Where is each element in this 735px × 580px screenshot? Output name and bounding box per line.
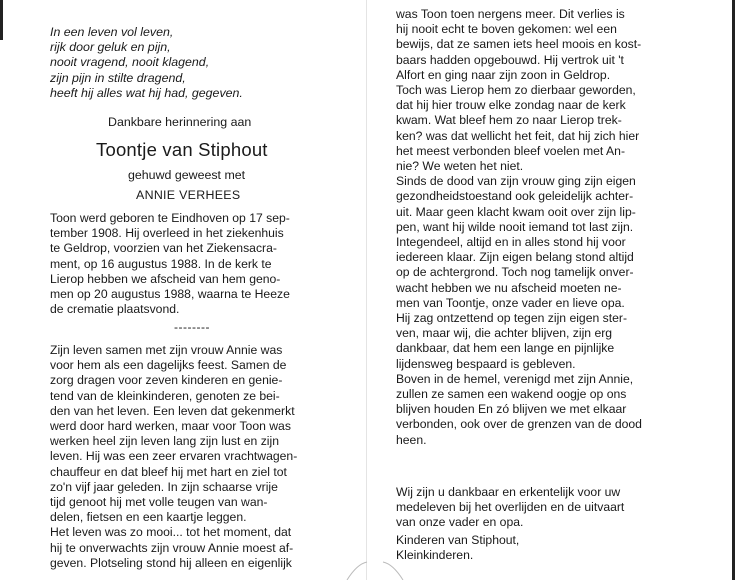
intro-text: Dankbare herinnering aan <box>108 115 252 129</box>
text-line: iedereen klaar. Zijn eigen belang stond altijd <box>396 250 634 265</box>
paragraph-continuation <box>396 7 726 448</box>
text-line: chauffeur en dat bleef hij met hart en ziel tot <box>50 464 287 479</box>
text-line: geven. Plotseling stond hij alleen en eigenlijk <box>50 555 292 570</box>
poem-line: In een leven vol leven, <box>50 25 174 39</box>
poem-line: heeft hij alles wat hij had, gegeven. <box>50 85 243 100</box>
text-line: men van Toontje, onze vader en lieve opa. <box>396 295 625 310</box>
paragraph-life <box>50 343 360 571</box>
card-fold-line <box>366 0 367 580</box>
text-line: Lierop hebben we afscheid van hem geno- <box>50 271 281 286</box>
text-line: heen. <box>396 432 427 447</box>
text-line: de crematie plaatsvond. <box>50 302 180 317</box>
text-line: gezondheidstoestand ook geleidelijk achter- <box>396 189 634 204</box>
text-line: den van het leven. Een leven dat gekenmerkt <box>50 403 295 418</box>
text-line: van onze vader en opa. <box>396 515 524 530</box>
text-line: kwam. Wat bleef hem zo naar Lierop trek- <box>396 113 622 128</box>
paragraph-thanks <box>396 485 726 531</box>
text-line: verbonden, ook over de grenzen van de dood <box>396 417 642 432</box>
text-line: dat hij hier trouw elke zondag naar de kerk <box>396 98 626 113</box>
text-line: ken? was dat wellicht het feit, dat hij zich hier <box>396 128 640 143</box>
text-line: men op 20 augustus 1988, waarna te Heeze <box>50 287 290 302</box>
text-line: zo'n vijf jaar geleden. In zijn schaarse vrije <box>50 479 278 494</box>
text-line: was Toon toen nergens meer. Dit verlies is <box>396 7 625 21</box>
spouse-name: ANNIE VERHEES <box>136 188 241 202</box>
poem <box>50 25 243 101</box>
text-line: werken heel zijn leven lang zijn lust en zijn <box>50 434 279 449</box>
text-line: het meest verbonden bleef voelen met An- <box>396 143 625 158</box>
text-line: te Geldrop, voorzien van het Ziekensacra- <box>50 241 277 256</box>
text-line: lijdensweg bespaard is gebleven. <box>396 356 576 371</box>
deceased-name: Toontje van Stiphout <box>96 139 268 160</box>
text-line: wacht hebben we nu afscheid moeten ne- <box>396 280 622 295</box>
text-line: zorg dragen voor zeven kinderen en genie- <box>50 373 283 388</box>
text-line: Toon werd geboren te Eindhoven op 17 sep- <box>50 211 290 225</box>
text-line: voor hem als een dagelijks feest. Samen de <box>50 358 287 373</box>
text-line: leven. Hij was een zeer ervaren vrachtwagen- <box>50 449 298 464</box>
text-line: Integendeel, altijd en in alles stond hij voor <box>396 235 626 250</box>
text-line: Sinds de dood van zijn vrouw ging zijn eigen <box>396 174 636 189</box>
text-line: ven, maar wij, die achter blijven, zijn erg <box>396 326 613 341</box>
signature-line: Kleinkinderen. <box>396 548 474 563</box>
signature <box>396 533 519 563</box>
text-line: tember 1908. Hij overleed in het ziekenhuis <box>50 226 284 241</box>
signature-line: Kinderen van Stiphout, <box>396 533 520 547</box>
text-line: baars hadden opgebouwd. Hij vertrok uit 't <box>396 52 624 67</box>
text-line: tijd genoot hij met volle teugen van wan- <box>50 495 268 510</box>
text-line: tend van de kleinkinderen, genoten ze bei- <box>50 388 280 403</box>
poem-line: nooit vragend, nooit klagend, <box>50 55 210 70</box>
poem-line: zijn pijn in stilte dragend, <box>50 70 186 85</box>
text-line: zullen ze samen een wakend oogje op ons <box>396 387 627 402</box>
married-text: gehuwd geweest met <box>128 168 246 182</box>
text-line: hij nooit echt te boven gekomen: wel een <box>396 22 617 37</box>
text-line: Alfort en ging naar zijn zoon in Geldrop. <box>396 67 611 82</box>
text-line: Boven in de hemel, verenigd met zijn Annie, <box>396 371 634 386</box>
text-line: pen, want hij wilde nooit iemand tot last zijn. <box>396 219 634 234</box>
text-line: medeleven bij het overlijden en de uitvaart <box>396 500 625 515</box>
separator: -------- <box>174 320 210 334</box>
text-line: dankbaar, dat hem een lange en pijnlijke <box>396 341 615 356</box>
text-line: uit. Maar geen klacht kwam ooit over zijn lip- <box>396 204 636 219</box>
text-line: delen, fietsen en een kaartje leggen. <box>50 510 247 525</box>
text-line: Wij zijn u dankbaar en erkentelijk voor uw <box>396 485 621 499</box>
text-line: Zijn leven samen met zijn vrouw Annie was <box>50 343 283 357</box>
text-line: op de achtergrond. Toch nog tamelijk onver- <box>396 265 634 280</box>
text-line: bewijs, dat ze samen iets heel moois en kost- <box>396 37 642 52</box>
text-line: hij te onverwachts zijn vrouw Annie moest af- <box>50 540 294 555</box>
text-line: werd door hard werken, maar voor Toon was <box>50 419 291 434</box>
card-edge-left <box>0 0 3 40</box>
text-line: nie? We weten het niet. <box>396 159 524 174</box>
text-line: Hij zag ontzettend op tegen zijn eigen ster- <box>396 311 628 326</box>
poem-line: rijk door geluk en pijn, <box>50 40 171 55</box>
text-line: Het leven was zo mooi... tot het moment, dat <box>50 525 292 540</box>
text-line: blijven houden En zó blijven we met elkaar <box>396 402 627 417</box>
text-line: ment, op 16 augustus 1988. In de kerk te <box>50 256 272 271</box>
paragraph-birth-death <box>50 211 360 317</box>
text-line: Toch was Lierop hem zo dierbaar geworden, <box>396 83 636 98</box>
